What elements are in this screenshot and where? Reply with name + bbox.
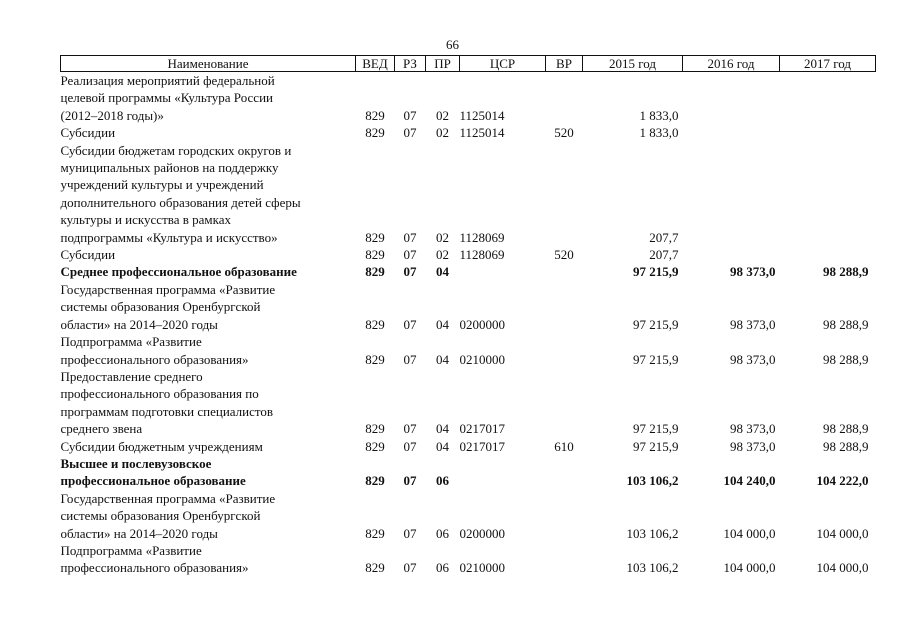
cell-2016 — [683, 124, 780, 141]
cell-pr: 02 — [436, 247, 449, 263]
name-line: среднего звена — [60, 421, 143, 437]
name-line: Субсидии бюджетным учреждениям — [60, 438, 263, 454]
name-line: Подпрограмма «Развитие — [60, 334, 202, 350]
cell-ved: 829 — [365, 316, 385, 332]
name-line: Субсидии — [60, 247, 116, 263]
cell-ved: 829 — [365, 247, 385, 263]
cell-ved: 829 — [365, 421, 385, 437]
cell-csr: 1128069 — [459, 247, 505, 263]
header-csr: ЦСР — [460, 56, 546, 72]
table-row — [61, 72, 876, 125]
cell-pr: 06 — [436, 560, 449, 576]
table-row — [61, 333, 876, 368]
name-line: дополнительного образования детей сферы — [60, 194, 301, 210]
table-row — [61, 124, 876, 141]
name-line: Субсидии бюджетам городских округов и — [60, 142, 292, 158]
cell-rz: 07 — [403, 229, 417, 245]
cell-pr: 04 — [436, 351, 449, 367]
name-line: профессионального образования» — [60, 560, 249, 576]
cell-vr — [546, 142, 583, 246]
name-line: Государственная программа «Развитие — [60, 490, 276, 506]
cell-2015: 103 106,2 — [626, 560, 679, 576]
header-pr: ПР — [426, 56, 460, 72]
name-line: Подпрограмма «Развитие — [60, 542, 202, 558]
cell-rz: 07 — [403, 107, 417, 123]
cell-name — [61, 263, 356, 280]
cell-2015: 207,7 — [649, 229, 679, 245]
cell-vr — [546, 368, 583, 438]
name-line: профессионального образования» — [60, 351, 249, 367]
cell-2016 — [683, 142, 780, 246]
cell-2016: 104 000,0 — [723, 560, 776, 576]
name-line: учреждений культуры и учреждений — [60, 177, 264, 193]
cell-csr: 1128069 — [459, 229, 505, 245]
cell-ved: 829 — [365, 107, 385, 123]
name-line: Предоставление среднего — [60, 368, 203, 384]
cell-2016: 98 373,0 — [730, 264, 776, 280]
cell-name — [61, 333, 356, 368]
header-vr: ВР — [546, 56, 583, 72]
cell-2016: 98 373,0 — [730, 351, 776, 367]
cell-2017: 98 288,9 — [823, 264, 869, 280]
cell-name — [61, 246, 356, 263]
page-number: 66 — [446, 37, 459, 52]
cell-csr — [460, 455, 546, 490]
name-line: системы образования Оренбургской — [60, 508, 261, 524]
cell-2015: 97 215,9 — [633, 316, 679, 332]
cell-2016 — [683, 72, 780, 125]
cell-pr: 04 — [436, 438, 449, 454]
name-line: Государственная программа «Развитие — [60, 281, 276, 297]
name-line: Реализация мероприятий федеральной — [60, 73, 275, 88]
table-row — [61, 455, 876, 490]
cell-rz: 07 — [403, 421, 417, 437]
cell-2017 — [780, 124, 876, 141]
cell-pr: 02 — [436, 229, 449, 245]
table-row — [61, 246, 876, 263]
cell-2016: 98 373,0 — [730, 438, 776, 454]
cell-name — [61, 438, 356, 455]
budget-table — [60, 55, 876, 577]
header-row — [61, 56, 876, 72]
cell-rz: 07 — [403, 316, 417, 332]
cell-2017: 104 000,0 — [816, 560, 869, 576]
header-2016: 2016 год — [683, 56, 780, 72]
cell-pr: 04 — [436, 316, 449, 332]
cell-csr: 0217017 — [459, 421, 505, 437]
cell-name — [61, 72, 356, 125]
cell-name — [61, 542, 356, 577]
cell-ved: 829 — [365, 229, 385, 245]
table-row — [61, 542, 876, 577]
cell-2017: 104 222,0 — [816, 473, 869, 489]
table-row — [61, 368, 876, 438]
cell-ved: 829 — [365, 525, 385, 541]
cell-rz: 07 — [403, 351, 417, 367]
cell-rz: 07 — [403, 264, 417, 280]
name-line: (2012–2018 годы)» — [60, 107, 164, 123]
cell-vr — [546, 542, 583, 577]
table-row — [61, 263, 876, 280]
name-line: программам подготовки специалистов — [60, 403, 274, 419]
name-line: муниципальных районов на поддержку — [60, 160, 279, 176]
cell-2015: 103 106,2 — [626, 525, 679, 541]
cell-vr — [546, 455, 583, 490]
name-line: профессиональное образование — [60, 473, 246, 489]
cell-2017: 98 288,9 — [823, 438, 869, 454]
cell-rz: 07 — [403, 560, 417, 576]
cell-ved: 829 — [365, 351, 385, 367]
cell-pr: 02 — [436, 125, 449, 141]
name-line: целевой программы «Культура России — [60, 90, 273, 106]
cell-name — [61, 490, 356, 542]
cell-pr: 04 — [436, 421, 449, 437]
cell-2016: 104 240,0 — [723, 473, 776, 489]
header-ved: ВЕД — [356, 56, 395, 72]
cell-ved: 829 — [365, 560, 385, 576]
cell-2015: 1 833,0 — [639, 107, 679, 123]
cell-vr — [546, 490, 583, 542]
cell-2016: 98 373,0 — [730, 421, 776, 437]
cell-rz: 07 — [403, 125, 417, 141]
table-row — [61, 281, 876, 333]
cell-rz: 07 — [403, 247, 417, 263]
name-line: Субсидии — [60, 125, 116, 141]
cell-2016: 104 000,0 — [723, 525, 776, 541]
cell-csr: 0210000 — [459, 351, 505, 367]
cell-csr: 1125014 — [459, 125, 505, 141]
cell-ved: 829 — [365, 264, 385, 280]
cell-rz: 07 — [403, 525, 417, 541]
cell-pr: 06 — [436, 525, 449, 541]
cell-csr — [460, 263, 546, 280]
cell-pr: 06 — [436, 473, 449, 489]
header-rz: РЗ — [395, 56, 426, 72]
cell-name — [61, 142, 356, 246]
cell-vr — [546, 281, 583, 333]
cell-name — [61, 281, 356, 333]
cell-2015: 97 215,9 — [633, 438, 679, 454]
cell-csr: 0210000 — [459, 560, 505, 576]
cell-name — [61, 368, 356, 438]
name-line: культуры и искусства в рамках — [60, 212, 232, 228]
cell-csr: 1125014 — [459, 107, 505, 123]
name-line: подпрограммы «Культура и искусство» — [60, 229, 278, 245]
cell-vr — [546, 263, 583, 280]
cell-2017: 98 288,9 — [823, 421, 869, 437]
name-line: профессионального образования по — [60, 386, 259, 402]
cell-pr: 04 — [436, 264, 449, 280]
cell-2017: 98 288,9 — [823, 351, 869, 367]
table-row — [61, 438, 876, 455]
name-line: Среднее профессиональное образование — [60, 264, 297, 280]
name-line: области» на 2014–2020 годы — [60, 525, 218, 541]
cell-2016: 98 373,0 — [730, 316, 776, 332]
cell-ved: 829 — [365, 125, 385, 141]
cell-vr — [546, 72, 583, 125]
table-row — [61, 490, 876, 542]
cell-rz: 07 — [403, 473, 417, 489]
cell-name — [61, 124, 356, 141]
cell-ved: 829 — [365, 473, 385, 489]
cell-vr — [546, 333, 583, 368]
cell-2015: 97 215,9 — [633, 351, 679, 367]
cell-2016 — [683, 246, 780, 263]
cell-csr: 0200000 — [459, 316, 505, 332]
table-row — [61, 142, 876, 246]
header-name: Наименование — [61, 56, 356, 72]
cell-2017 — [780, 142, 876, 246]
cell-csr: 0217017 — [459, 438, 505, 454]
cell-csr: 0200000 — [459, 525, 505, 541]
cell-2017: 104 000,0 — [816, 525, 869, 541]
cell-2017 — [780, 72, 876, 125]
table-header — [61, 56, 876, 72]
cell-2015: 103 106,2 — [626, 473, 679, 489]
cell-ved: 829 — [365, 438, 385, 454]
name-line: системы образования Оренбургской — [60, 299, 261, 315]
cell-vr: 610 — [554, 438, 574, 454]
header-2015: 2015 год — [583, 56, 683, 72]
name-line: Высшее и послевузовское — [60, 455, 212, 471]
cell-pr: 02 — [436, 107, 449, 123]
cell-2015: 1 833,0 — [639, 125, 679, 141]
cell-rz: 07 — [403, 438, 417, 454]
table-body — [61, 72, 876, 577]
cell-2017 — [780, 246, 876, 263]
cell-vr: 520 — [554, 247, 574, 263]
cell-2015: 207,7 — [649, 247, 679, 263]
header-2017: 2017 год — [780, 56, 876, 72]
cell-2015: 97 215,9 — [633, 421, 679, 437]
cell-2017: 98 288,9 — [823, 316, 869, 332]
cell-vr: 520 — [554, 125, 574, 141]
cell-2015: 97 215,9 — [633, 264, 679, 280]
cell-name — [61, 455, 356, 490]
name-line: области» на 2014–2020 годы — [60, 316, 218, 332]
